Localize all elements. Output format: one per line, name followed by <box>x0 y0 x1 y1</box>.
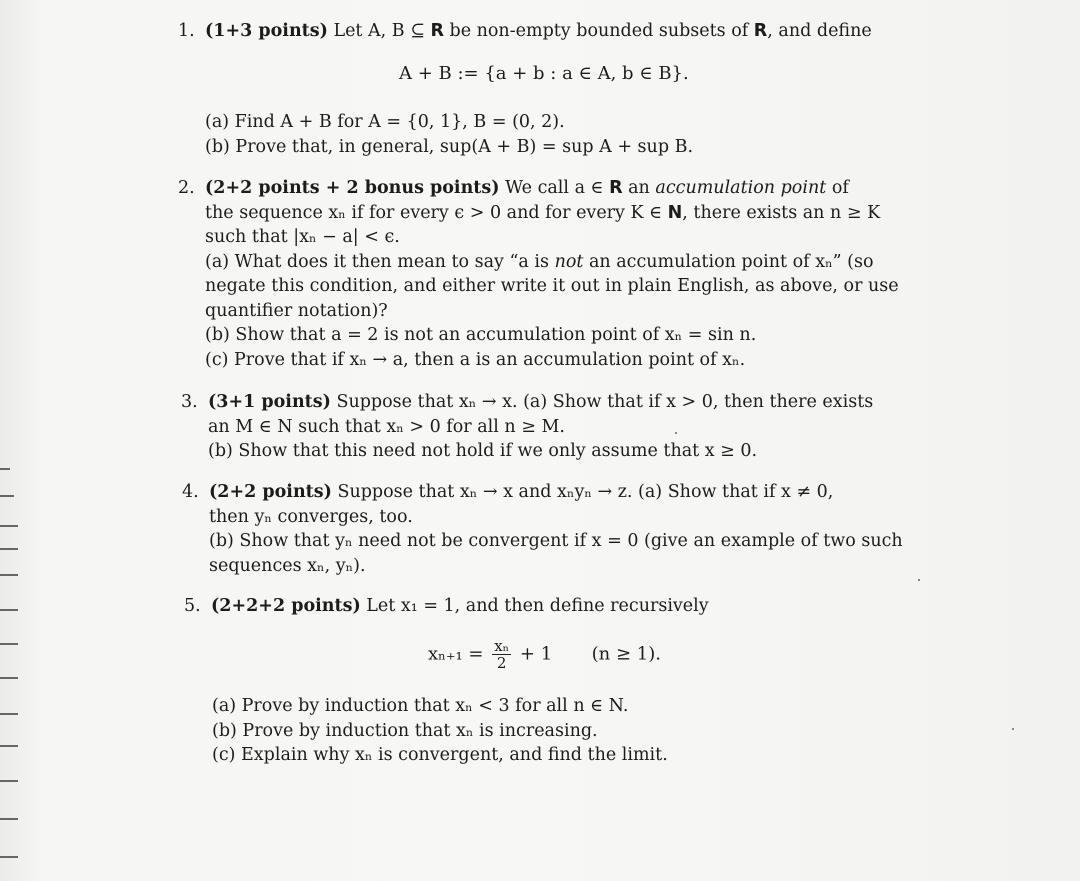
text: We call a ∈ <box>499 178 610 198</box>
line <box>205 176 899 201</box>
part-c: (c) Explain why xₙ is convergent, and find the limit. <box>212 745 668 765</box>
edge-mark <box>0 574 18 576</box>
text: an <box>622 178 656 198</box>
text: Let A, B ⊆ <box>327 21 431 41</box>
naturals-symbol: N <box>667 202 683 223</box>
problem-2 <box>178 176 899 372</box>
text: of <box>826 178 849 198</box>
text: , and define <box>767 21 872 41</box>
line <box>205 201 899 226</box>
problem-4 <box>182 480 903 578</box>
text: (a) What does it then mean to say “a is <box>205 251 555 272</box>
edge-mark <box>0 468 10 470</box>
part-a <box>205 250 899 275</box>
part-a: (a) Prove by induction that xₙ < 3 for all n ∈ N. <box>212 696 629 716</box>
edge-mark <box>0 856 18 858</box>
points-label: (1+3 points) <box>205 21 328 41</box>
reals-symbol: R <box>430 21 444 41</box>
part-c: (c) Prove that if xₙ → a, then a is an accumulation point of xₙ. <box>205 349 746 370</box>
problem-number: 4. <box>182 482 199 502</box>
equation-lhs: xₙ₊₁ = <box>428 643 484 665</box>
term: accumulation point <box>655 178 827 198</box>
problem-number: 2. <box>178 178 195 198</box>
text: , there exists an n ≥ K <box>682 202 881 223</box>
line <box>211 594 709 619</box>
edge-mark <box>0 677 18 679</box>
speck <box>1012 728 1014 730</box>
text: Suppose that xₙ → x. (a) Show that if x > 0, then there exists <box>330 392 874 412</box>
text: an accumulation point of xₙ” (so <box>583 251 874 272</box>
part-a: (a) Find A + B for A = {0, 1}, B = (0, 2). <box>205 112 565 132</box>
part-b: (b) Show that a = 2 is not an accumulation point of xₙ = sin n. <box>205 325 757 345</box>
problem-1 <box>178 19 872 44</box>
part-b: (b) Show that this need not hold if we only assume that x ≥ 0. <box>208 441 758 461</box>
points-label: (2+2 points + 2 bonus points) <box>205 178 500 198</box>
line: negate this condition, and either write it out in plain English, as above, or use <box>205 276 899 296</box>
edge-mark <box>0 713 18 715</box>
equation-rhs: + 1 <box>519 643 553 665</box>
edge-mark <box>0 643 18 645</box>
part-b: (b) Show that yₙ need not be convergent if x = 0 (give an example of two such <box>209 531 903 551</box>
problem-1-parts <box>205 110 693 159</box>
problem-number: 1. <box>178 21 195 41</box>
text: be non-empty bounded subsets of <box>443 21 754 41</box>
text: Let x₁ = 1, and then define recursively <box>360 596 709 616</box>
fraction <box>492 638 511 671</box>
edge-mark <box>0 495 14 497</box>
edge-mark <box>0 609 18 611</box>
text: the sequence xₙ if for every ϵ > 0 and for every K ∈ <box>205 202 668 223</box>
display-equation: A + B := {a + b : a ∈ A, b ∈ B}. <box>399 63 689 84</box>
equation-condition: (n ≥ 1). <box>591 643 661 665</box>
edge-mark <box>0 818 18 820</box>
emphasis: not <box>554 251 584 272</box>
text: Suppose that xₙ → x and xₙyₙ → z. (a) Show that if x ≠ 0, <box>331 482 834 502</box>
problem-5 <box>184 594 709 619</box>
speck <box>918 579 920 581</box>
line <box>208 390 873 415</box>
recursion-equation <box>428 638 661 671</box>
part-b: (b) Prove that, in general, sup(A + B) = sup A + sup B. <box>205 136 694 157</box>
edge-mark <box>0 745 18 747</box>
line: sequences xₙ, yₙ). <box>209 555 366 576</box>
points-label: (3+1 points) <box>208 392 331 412</box>
edge-mark <box>0 525 18 527</box>
part-b: (b) Prove by induction that xₙ is increasing. <box>212 720 598 741</box>
points-label: (2+2+2 points) <box>211 596 361 616</box>
line <box>209 480 903 505</box>
line: an M ∈ N such that xₙ > 0 for all n ≥ M. <box>208 416 565 437</box>
problem-5-parts <box>212 694 668 768</box>
fraction-numerator: xₙ <box>494 637 510 655</box>
reals-symbol: R <box>753 21 768 41</box>
reals-symbol: R <box>609 178 623 198</box>
fraction-denominator: 2 <box>496 654 507 672</box>
points-label: (2+2 points) <box>209 482 332 502</box>
line: quantifier notation)? <box>205 300 388 321</box>
problem-1-statement <box>205 19 872 44</box>
problem-number: 3. <box>181 392 198 412</box>
line: such that |xₙ − a| < ϵ. <box>205 227 400 247</box>
edge-mark <box>0 780 18 782</box>
edge-mark <box>0 548 18 550</box>
line: then yₙ converges, too. <box>209 506 413 527</box>
problem-number: 5. <box>184 596 201 616</box>
problem-3 <box>181 390 874 464</box>
